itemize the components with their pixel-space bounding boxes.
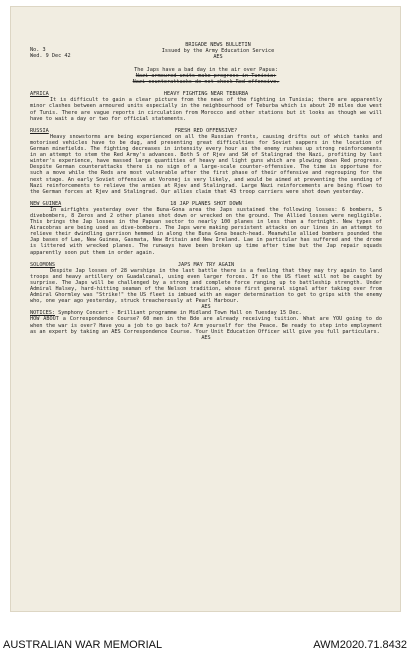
section-new-guinea: [30, 201, 382, 256]
section-paragraph: In airfights yesterday over the Buna-Gona area the Japs sustained the following losses: 6 bombers, 5 divebombers, 8 Zeros and 2 other planes shot down or wrecked on the ground. The Allied losses were negligible. This brings the Jap losses in the Papuan sector to nearly 100 planes in less than a fortnight. New types of Airacobras are being used as dive-bombers. The Japs were making persistent attacks on our lines in an attempt to relieve their dwindling garrison hemmed in along the Buna Gona beach-head. Meanwhile allied bombers pounded the Jap bases of Lae, New Guinea, Gasmata, New Britain and New Ireland. Lae in particular has suffered and the drome is littered with wrecked planes. The runways have been broken up time after time but the Jap repair squads apparently soon put them in order again.: [30, 206, 382, 256]
bulletin-title: BRIGADE NEWS BULLETIN: [185, 42, 251, 48]
headline: Nazi armoured units make progress in Tunisia:: [135, 73, 277, 80]
section-region: RUSSIA: [30, 127, 49, 134]
section-solomons: [30, 262, 382, 305]
notice-text: Symphony Concert - Brilliant programme in Midland Town Hall on Tuesday 15 Dec.: [58, 310, 302, 317]
headlines: [30, 67, 382, 85]
section-title: 18 JAP PLANES SHOT DOWN: [170, 200, 242, 207]
headline: Nazi counterattacks do not check Red offensive.: [132, 79, 280, 86]
section-paragraph: Heavy snowstorms are being experienced on all the Russian fronts, causing drifts out of which tanks and motorised vehicles have to be dug, and presenting great difficulties for Soviet sappers in the location of German minefields. The fighting decreases in intensity every hour as the enemy rushes up strong reinforcements in an attempt to stem the Red Army's advances. Both S of Rjev and SW of Stalingrad the Nazi, profiting by last winter's experience, have massed large quantities of heavy and light guns which are plowing down Red progress. Despite German counterattacks there is no sign of a large-scale counter-offensive. The time is opportune for such a move while the Reds are most vulnerable after the first phase of their offensive and regrouping for the next stage. An early Soviet offensive at Voronej is very likely, and would be aimed at preventing the sending of Nazi reinforcements to relieve the armies at Rjev and Stalingrad. Large Nazi reinforcements are being flown to the German forces at Rjev and Stalingrad. Our allies claim that 43 troop carriers were shot down yesterday.: [30, 133, 382, 195]
section-title: JAPS MAY TRY AGAIN: [177, 261, 235, 268]
headline: The Japs have a bad day in the air over Papua:: [134, 67, 278, 73]
section-region: NEW GUINEA: [30, 200, 62, 207]
archive-id: AWM2020.71.8432: [313, 639, 407, 651]
notice-label: NOTICES:: [30, 310, 55, 317]
archive-footer: [0, 616, 411, 653]
issue-date: Wed. 9 Dec 42: [30, 53, 71, 60]
aes-footer-mark: AES: [201, 334, 211, 341]
archive-name: AUSTRALIAN WAR MEMORIAL: [3, 639, 163, 651]
section-title: HEAVY FIGHTING NEAR TEBURBA: [163, 91, 249, 98]
section-africa: [30, 91, 382, 121]
bulletin-sheet: [10, 6, 401, 612]
section-title: FRESH RED OFFENSIVE?: [174, 127, 238, 134]
issue-meta: [30, 47, 71, 59]
aes-divider: AES: [201, 304, 211, 311]
masthead: [112, 42, 324, 61]
bulletin-subtitle: Issued by the Army Education Service: [161, 48, 275, 55]
section-paragraph: Despite Jap losses of 28 warships in the last battle there is a feeling that they may try again to land troops and heavy artillery on Guadalcanal, using even larger forces. If so the US fleet will not be caught by surprise. The Japs will be challenged by a strong and complete force ranging up to battleship strength. Under Admiral Halsey, hard-hitting seaman of the Nelson tradition, whose first general signal after taking over from Admiral Ghormley was "Strike!" the US fleet is imbued with an eager determination to get to grips with the enemy who, one year ago yesterday, struck treacherously at Pearl Harbour.: [30, 267, 382, 305]
masthead-aes: AES: [213, 54, 223, 61]
section-russia: [30, 128, 382, 195]
section-region: SOLOMONS: [30, 261, 55, 268]
section-paragraph: It is difficult to gain a clear picture from the news of the fighting in Tunisia; there are apparently minor clashes between armoured units especially in the neighbourhood of Teburba which is about 20 miles due west of Tunis. There are vague reports in circulation from Morocco and other stations but it looks as though we will have to wait a day or two for official statements.: [30, 97, 382, 122]
bulletin-header: [30, 42, 382, 67]
bulletin-body: [30, 42, 382, 341]
issue-number: No. 3: [30, 47, 46, 53]
correspondence-ad: HOW ABOUT a Correspondence Course? 60 men in the Bde are already receiving tuition. What are YOU going to do when the war is over? Have you a job to go back to? Arm yourself for the Peace. Be ready to step into employment as an expert by taking an AES Correspondence Course. Your Unit Education Officer will give you full particulars.: [30, 316, 382, 335]
section-region: AFRICA: [30, 91, 49, 98]
